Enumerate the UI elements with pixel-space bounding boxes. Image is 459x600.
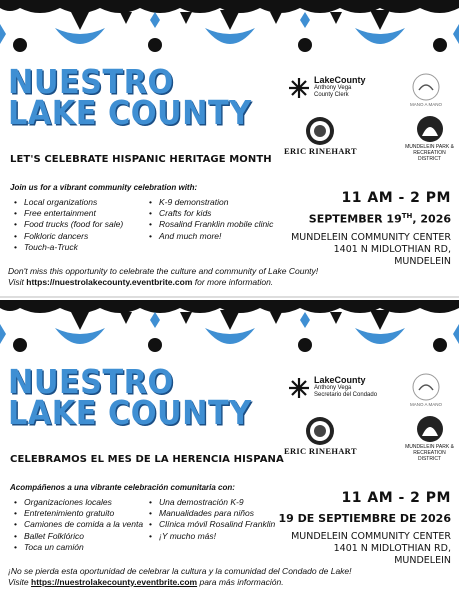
clerk-title: Secretario del Condado [314, 392, 378, 398]
title-line-1: NUESTRO [8, 62, 174, 101]
intro-text: Acompáñenos a una vibrante celebración comunitaria con: [10, 483, 235, 492]
intro-text: Join us for a vibrant community celebration with: [10, 183, 198, 192]
list-item: • And much more! [149, 231, 273, 242]
list-item: • Food trucks (food for sale) [14, 219, 149, 230]
mano-a-mano-logo [410, 372, 442, 407]
title-line-1: NUESTRO [8, 362, 174, 401]
lake-county-name: LakeCounty [314, 75, 366, 85]
activities-column-2 [149, 197, 273, 253]
eric-rinehart-seal-icon [305, 416, 335, 446]
clerk-title: County Clerk [314, 92, 349, 98]
event-venue: MUNDELEIN COMMUNITY CENTER 1401 N MIDLOTHIAN RD, MUNDELEIN [291, 531, 451, 566]
mano-a-mano-icon [411, 372, 441, 402]
clerk-name: Anthony Vega [314, 385, 352, 391]
list-item: • Local organizations [14, 197, 149, 208]
park-district-icon [416, 114, 444, 144]
event-link[interactable]: https://nuestrolakecounty.eventbrite.com [26, 277, 193, 287]
event-title [8, 362, 252, 433]
park-district-line-2: RECREATION DISTRICT [413, 450, 446, 462]
list-item: • Camiones de comida a la venta [14, 519, 149, 530]
mano-a-mano-logo [410, 72, 442, 107]
papel-picado-border-icon [0, 300, 459, 360]
footer-text [8, 266, 458, 288]
list-item: • Free entertainment [14, 208, 149, 219]
event-time: 11 AM - 2 PM [341, 190, 451, 206]
lake-county-star-icon [288, 377, 310, 399]
eric-rinehart-name: ERIC RINEHART [284, 446, 357, 456]
eric-rinehart-logo [284, 416, 357, 456]
event-details [279, 490, 451, 567]
event-details [291, 190, 451, 268]
sponsor-logos [282, 70, 457, 180]
list-item: • Manualidades para niños [149, 508, 275, 519]
footer-line-1: ¡No se pierda esta oportunidad de celebrar la cultura y la comunidad del Condado de Lake! [8, 566, 352, 576]
footer-line-2: Visit https://nuestrolakecounty.eventbrite.com for more information. [8, 277, 274, 287]
lake-county-star-icon [288, 77, 310, 99]
subtitle: CELEBRAMOS EL MES DE LA HERENCIA HISPANA [10, 454, 284, 465]
park-district-logo [402, 414, 457, 462]
list-item: • Entretenimiento gratuito [14, 508, 149, 519]
list-item: • Clínica móvil Rosalind Franklin [149, 519, 275, 530]
park-district-logo [402, 114, 457, 162]
mano-a-mano-text: MANO A MANO [410, 102, 443, 107]
event-time: 11 AM - 2 PM [341, 490, 451, 506]
clerk-name: Anthony Vega [314, 85, 352, 91]
mano-a-mano-icon [411, 72, 441, 102]
subtitle: LET'S CELEBRATE HISPANIC HERITAGE MONTH [10, 154, 272, 165]
footer-line-2: Visite https://nuestrolakecounty.eventbrite.com para más información. [8, 577, 284, 587]
spanish-flyer [0, 300, 459, 600]
park-district-line-2: RECREATION DISTRICT [413, 150, 446, 162]
activities-column-1 [14, 197, 149, 253]
event-title [8, 62, 252, 133]
title-line-2: LAKE COUNTY [8, 393, 252, 433]
list-item: • Una demostración K-9 [149, 497, 275, 508]
eric-rinehart-name: ERIC RINEHART [284, 146, 357, 156]
flyer-divider [0, 296, 459, 298]
title-line-2: LAKE COUNTY [8, 93, 252, 133]
mano-a-mano-text: MANO A MANO [410, 402, 443, 407]
footer-line-1: Don't miss this opportunity to celebrate the culture and community of Lake County! [8, 266, 319, 276]
papel-picado-border-icon [0, 0, 459, 60]
eric-rinehart-seal-icon [305, 116, 335, 146]
park-district-line-1: MUNDELEIN PARK & [405, 444, 454, 450]
list-item: • Crafts for kids [149, 208, 273, 219]
activities-column-1 [14, 497, 149, 553]
list-item: • ¡Y mucho más! [149, 531, 275, 542]
list-item: • Ballet Folklórico [14, 531, 149, 542]
lake-county-logo [288, 376, 377, 399]
list-item: • Toca un camión [14, 542, 149, 553]
park-district-icon [416, 414, 444, 444]
activities-column-2 [149, 497, 275, 553]
list-item: • Organizaciones locales [14, 497, 149, 508]
footer-text [8, 566, 458, 588]
event-link[interactable]: https://nuestrolakecounty.eventbrite.com [31, 577, 198, 587]
activities-list [14, 497, 294, 553]
list-item: • Folkloric dancers [14, 231, 149, 242]
activities-list [14, 197, 294, 253]
list-item: • K-9 demonstration [149, 197, 273, 208]
event-date: 19 DE SEPTIEMBRE DE 2026 [278, 512, 451, 525]
event-date: SEPTEMBER 19TH, 2026 [308, 212, 451, 226]
lake-county-name: LakeCounty [314, 375, 366, 385]
list-item: • Rosalind Franklin mobile clinic [149, 219, 273, 230]
lake-county-logo [288, 76, 366, 99]
sponsor-logos [282, 370, 457, 480]
eric-rinehart-logo [284, 116, 357, 156]
list-item: • Touch-a-Truck [14, 242, 149, 253]
event-venue: MUNDELEIN COMMUNITY CENTER 1401 N MIDLOTHIAN RD, MUNDELEIN [291, 231, 451, 267]
park-district-line-1: MUNDELEIN PARK & [405, 144, 454, 150]
